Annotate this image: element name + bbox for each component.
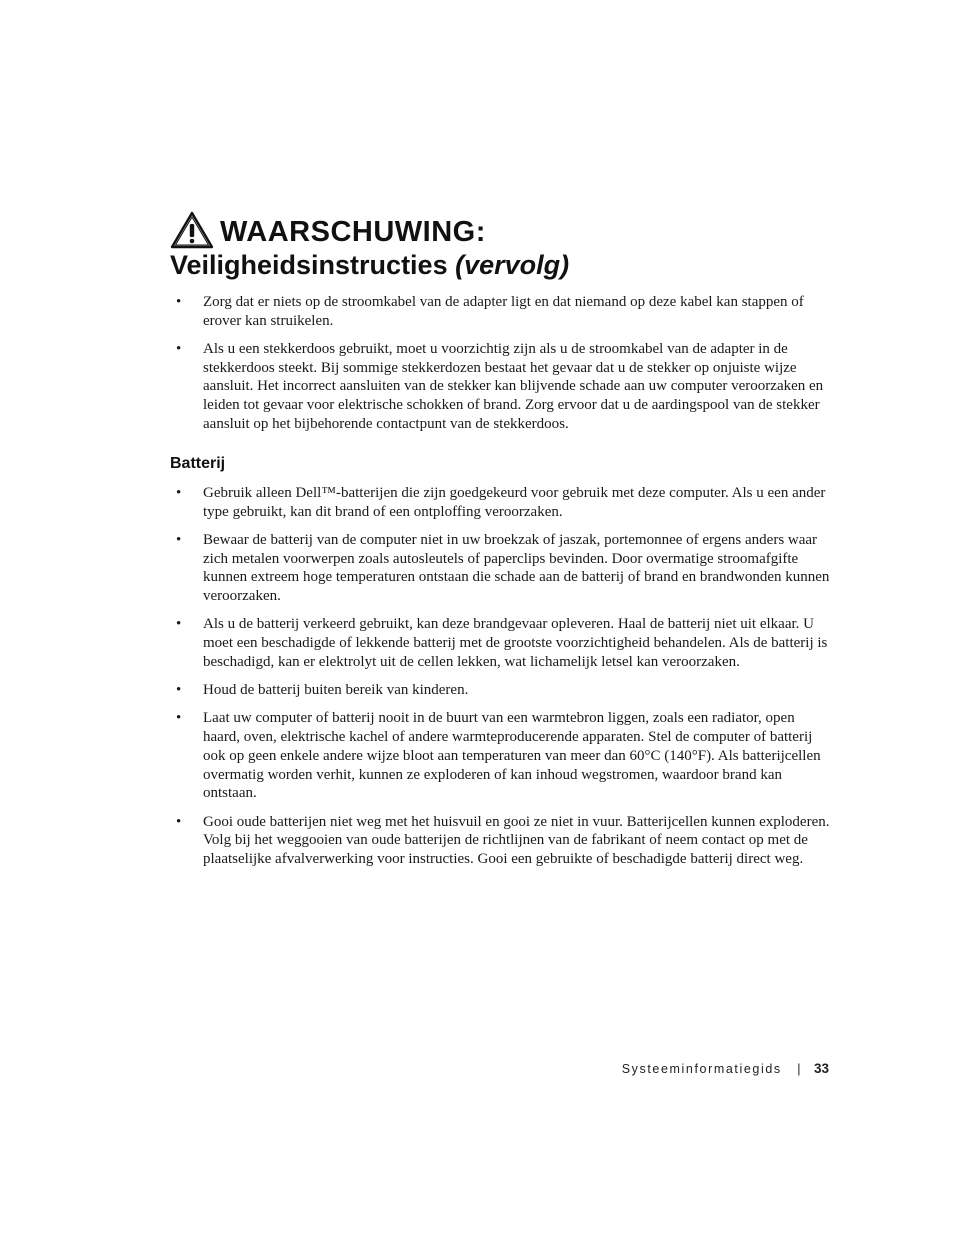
list-item-text: Houd de batterij buiten bereik van kinderen. bbox=[203, 682, 469, 699]
bullet-marker: • bbox=[176, 813, 182, 830]
bullet-marker: • bbox=[176, 341, 182, 357]
battery-safety-list bbox=[170, 484, 830, 878]
page-heading bbox=[170, 212, 870, 280]
list-item-text: Laat uw computer of batterij nooit in de buurt van een warmtebron liggen, zoals een radiator, open haard, oven, elektrische kachel of andere warmteproducerende apparaten. Stel de computer of batterij ook op geen enkele andere wijze bloot aan temperaturen van meer dan 60°C (140°F). Als batterijcellen overmatig worden verhit, kunnen ze exploderen of kan inhoud wegstromen, waardoor brand kan ontstaan. bbox=[203, 710, 821, 802]
heading-continued: (vervolg) bbox=[455, 250, 570, 280]
list-item bbox=[170, 709, 830, 803]
list-item-text: Als u de batterij verkeerd gebruikt, kan deze brandgevaar opleveren. Haal de batterij niet uit elkaar. U moet een beschadigde of lekkende batterij met de grootste voorzichtigheid behandelen. Als de batterij is beschadigd, kan er elektrolyt uit de cellen lekken, wat lichamelijk letsel kan veroorzaken. bbox=[203, 616, 828, 670]
bullet-marker: • bbox=[176, 532, 182, 548]
bullet-marker: • bbox=[176, 485, 182, 501]
list-item-text: Gebruik alleen Dell™-batterijen die zijn goedgekeurd voor gebruik met deze computer. Als u een ander type gebruikt, kan dit brand of een ontploffing veroorzaken. bbox=[203, 485, 826, 520]
adapter-safety-list bbox=[170, 293, 830, 443]
warning-triangle-icon bbox=[170, 211, 220, 254]
page-footer bbox=[500, 1061, 829, 1076]
list-item bbox=[170, 340, 830, 434]
warning-label: WAARSCHUWING: bbox=[220, 216, 486, 248]
bullet-marker: • bbox=[176, 710, 182, 727]
list-item bbox=[170, 293, 830, 330]
list-item bbox=[170, 615, 830, 671]
heading-title: Veiligheidsinstructies bbox=[170, 250, 448, 280]
bullet-marker: • bbox=[176, 616, 182, 633]
bullet-marker: • bbox=[176, 682, 182, 699]
list-item bbox=[170, 531, 830, 606]
list-item bbox=[170, 813, 830, 869]
bullet-marker: • bbox=[176, 294, 182, 310]
list-item-text: Zorg dat er niets op de stroomkabel van de adapter ligt en dat niemand op deze kabel kan stappen of erover kan struikelen. bbox=[203, 294, 804, 329]
page-number: 33 bbox=[813, 1061, 829, 1076]
list-item-text: Bewaar de batterij van de computer niet in uw broekzak of jaszak, portemonnee of ergens anders waar zich metalen voorwerpen zoals autosleutels of paperclips bevinden. Door overmatige stroomafgifte kunnen extreem hoge temperaturen ontstaan die schade aan de batterij of brand en brandwonden kunnen veroorzaken. bbox=[203, 532, 830, 605]
footer-doc-title: Systeeminformatiegids bbox=[621, 1062, 782, 1076]
list-item-text: Als u een stekkerdoos gebruikt, moet u voorzichtig zijn als u de stroomkabel van de adapter in de stekkerdoos steekt. Bij sommige stekkerdozen bestaat het gevaar dat u de stekker op onjuiste wijze aansluit. Het incorrect aansluiten van de stekker kan blijvende schade aan uw computer veroorzaken en leiden tot gevaar voor elektrische schokken of brand. Zorg ervoor dat u de aardingspool van de stekker aansluit op het bijbehorende contactpunt van de stekkerdoos. bbox=[203, 341, 824, 432]
list-item bbox=[170, 484, 830, 521]
battery-section-title: Batterij bbox=[170, 455, 226, 472]
list-item-text: Gooi oude batterijen niet weg met het huisvuil en gooi ze niet in vuur. Batterijcellen kunnen exploderen. Volg bij het weggooien van oude batterijen de richtlijnen van de fabrikant of neem contact op met de plaatselijke afvalverwerking voor instructies. Gooi een gebruikte of beschadigde batterij direct weg. bbox=[203, 813, 830, 867]
list-item bbox=[170, 681, 830, 700]
footer-separator: | bbox=[797, 1062, 801, 1076]
